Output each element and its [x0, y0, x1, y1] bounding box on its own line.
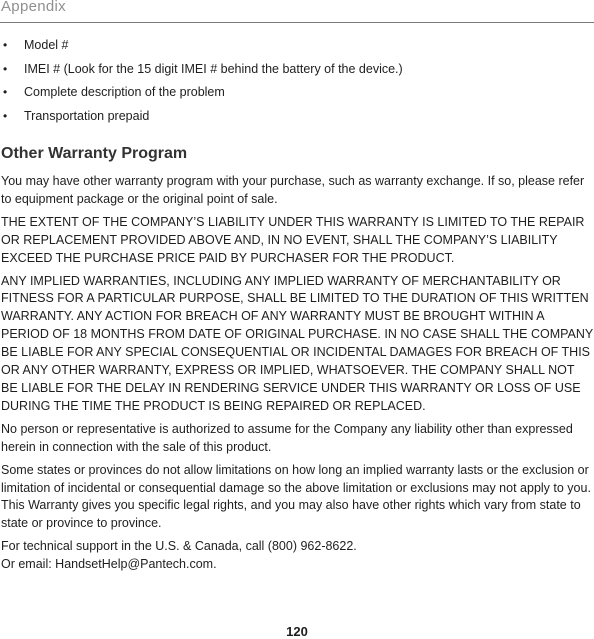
list-item-text: Model # [24, 38, 69, 52]
list-item-text: Complete description of the problem [24, 85, 225, 99]
header-divider [0, 22, 594, 23]
paragraph-other-warranty: You may have other warranty program with your purchase, such as warranty exchange. If so, please refer to equipment package or the original point of sale. [1, 174, 585, 206]
list-item [0, 84, 403, 108]
paragraph-support-contact [1, 538, 593, 574]
page-header-title: Appendix [1, 0, 66, 15]
bullet-icon: • [3, 108, 8, 123]
section-heading: Other Warranty Program [1, 145, 188, 162]
bullet-icon: • [3, 61, 8, 76]
section-body [1, 173, 593, 579]
list-item-text: IMEI # (Look for the 15 digit IMEI # behind the battery of the device.) [24, 61, 403, 76]
paragraph-liability-extent: THE EXTENT OF THE COMPANY’S LIABILITY UNDER THIS WARRANTY IS LIMITED TO THE REPAIR OR REPLACEMENT PROVIDED ABOVE AND, IN NO EVENT, SHALL THE COMPANY’S LIABILITY EXCEED THE PURCHASE PRICE PAID BY PURCHASER FOR THE PRODUCT. [1, 214, 585, 265]
list-item [0, 108, 403, 132]
list-item [0, 61, 403, 85]
bullet-icon: • [3, 85, 8, 99]
paragraph-implied-warranties: ANY IMPLIED WARRANTIES, INCLUDING ANY IMPLIED WARRANTY OF MERCHANTABILITY OR FITNESS FOR A PARTICULAR PURPOSE, SHALL BE LIMITED TO THE DURATION OF THIS WRITTEN WARRANTY. ANY ACTION FOR BREACH OF ANY WARRANTY MUST BE BROUGHT WITHIN A PERIOD OF 18 MONTHS FROM DATE OF ORIGINAL PURCHASE. IN NO CASE SHALL THE COMPANY BE LIABLE FOR ANY SPECIAL CONSEQUENTIAL OR INCIDENTAL DAMAGES FOR BREACH OF THIS OR ANY OTHER WARRANTY, EXPRESS OR IMPLIED, WHATSOEVER. THE COMPANY SHALL NOT BE LIABLE FOR THE DELAY IN RENDERING SERVICE UNDER THIS WARRANTY OR LOSS OF USE DURING THE TIME THE PRODUCT IS BEING REPAIRED OR REPLACED. [1, 273, 593, 413]
requirements-list [0, 37, 403, 131]
list-item-text: Transportation prepaid [24, 108, 150, 123]
page-number: 120 [286, 624, 308, 639]
list-item [0, 37, 403, 61]
paragraph-no-representative: No person or representative is authorized to assume for the Company any liability other than expressed herein in connection with the sale of this product. [1, 421, 573, 454]
support-phone-line: For technical support in the U.S. & Canada, call (800) 962-8622. [1, 539, 357, 554]
bullet-icon: • [3, 38, 8, 52]
support-email-line: Or email: HandsetHelp@Pantech.com. [1, 557, 217, 572]
paragraph-state-limitations: Some states or provinces do not allow limitations on how long an implied warranty lasts or the exclusion or limitation of incidental or consequential damage so the above limitation or exclusions may not apply to you. This Warranty gives you specific legal rights, and you may also have other rights which vary from state to state or province to province. [1, 462, 591, 531]
